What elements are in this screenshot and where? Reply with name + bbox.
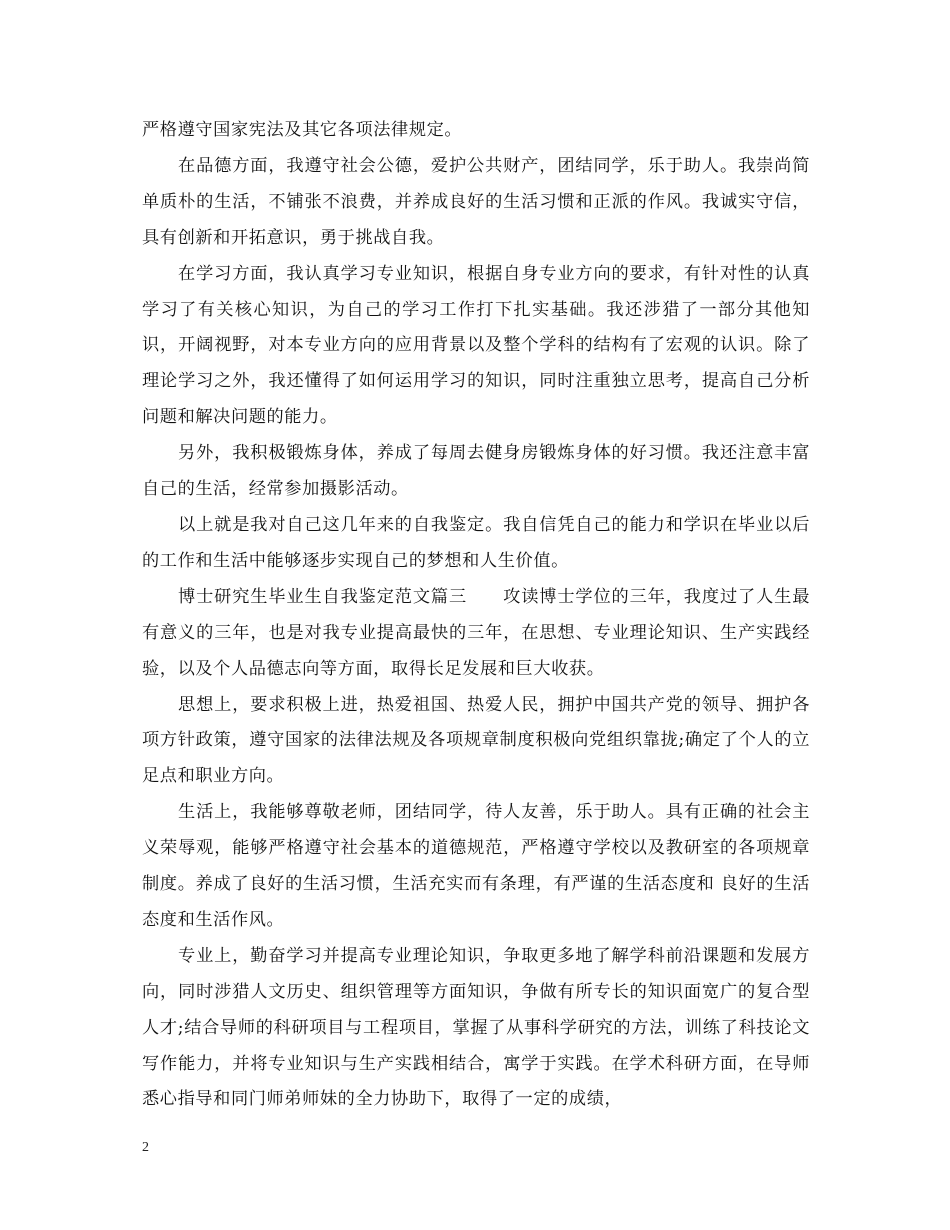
paragraph-sample-three: 博士研究生毕业生自我鉴定范文篇三 攻读博士学位的三年，我度过了人生最有意义的三年，也是对我专业提高最快的三年，在思想、专业理论知识、生产实践经验，以及个人品德志向等方面，取得长足发展和巨大收获。	[142, 586, 810, 679]
paragraph-character: 在品德方面，我遵守社会公德，爱护公共财产，团结同学，乐于助人。我崇尚简单质朴的生活，不铺张不浪费，并养成良好的生活习惯和正派的作风。我诚实守信，具有创新和开拓意识，勇于挑战自我。	[142, 155, 810, 248]
paragraph-life: 生活上，我能够尊敬老师，团结同学，待人友善，乐于助人。具有正确的社会主义荣辱观，能够严格遵守社会基本的道德规范，严格遵守学校以及教研室的各项规章制度。养成了良好的生活习惯，生活充实而有条理，有严谨的生活态度和 良好的生活态度和生活作风。	[142, 802, 810, 930]
paragraph-summary: 以上就是我对自己这几年来的自我鉴定。我自信凭自己的能力和学识在毕业以后的工作和生活中能够逐步实现自己的梦想和人生价值。	[142, 514, 810, 571]
page-number: 2	[142, 1140, 149, 1155]
document-body	[142, 113, 810, 1118]
paragraph-exercise: 另外，我积极锻炼身体，养成了每周去健身房锻炼身体的好习惯。我还注意丰富自己的生活，经常参加摄影活动。	[142, 443, 810, 500]
paragraph-professional: 专业上，勤奋学习并提高专业理论知识，争取更多地了解学科前沿课题和发展方向，同时涉猎人文历史、组织管理等方面知识，争做有所专长的知识面宽广的复合型人才;结合导师的科研项目与工程项目，掌握了从事科学研究的方法，训练了科技论文写作能力，并将专业知识与生产实践相结合，寓学于实践。在学术科研方面，在导师悉心指导和同门师弟师妹的全力协助下，取得了一定的成绩，	[142, 945, 810, 1110]
paragraph-ideology: 思想上，要求积极上进，热爱祖国、热爱人民，拥护中国共产党的领导、拥护各项方针政策，遵守国家的法律法规及各项规章制度积极向党组织靠拢;确定了个人的立足点和职业方向。	[142, 694, 810, 787]
paragraph-continuation: 严格遵守国家宪法及其它各项法律规定。	[142, 120, 463, 140]
paragraph-study: 在学习方面，我认真学习专业知识，根据自身专业方向的要求，有针对性的认真学习了有关核心知识，为自己的学习工作打下扎实基础。我还涉猎了一部分其他知识，开阔视野，对本专业方向的应用背景以及整个学科的结构有了宏观的认识。除了理论学习之外，我还懂得了如何运用学习的知识，同时注重独立思考，提高自己分析问题和解决问题的能力。	[142, 263, 810, 428]
